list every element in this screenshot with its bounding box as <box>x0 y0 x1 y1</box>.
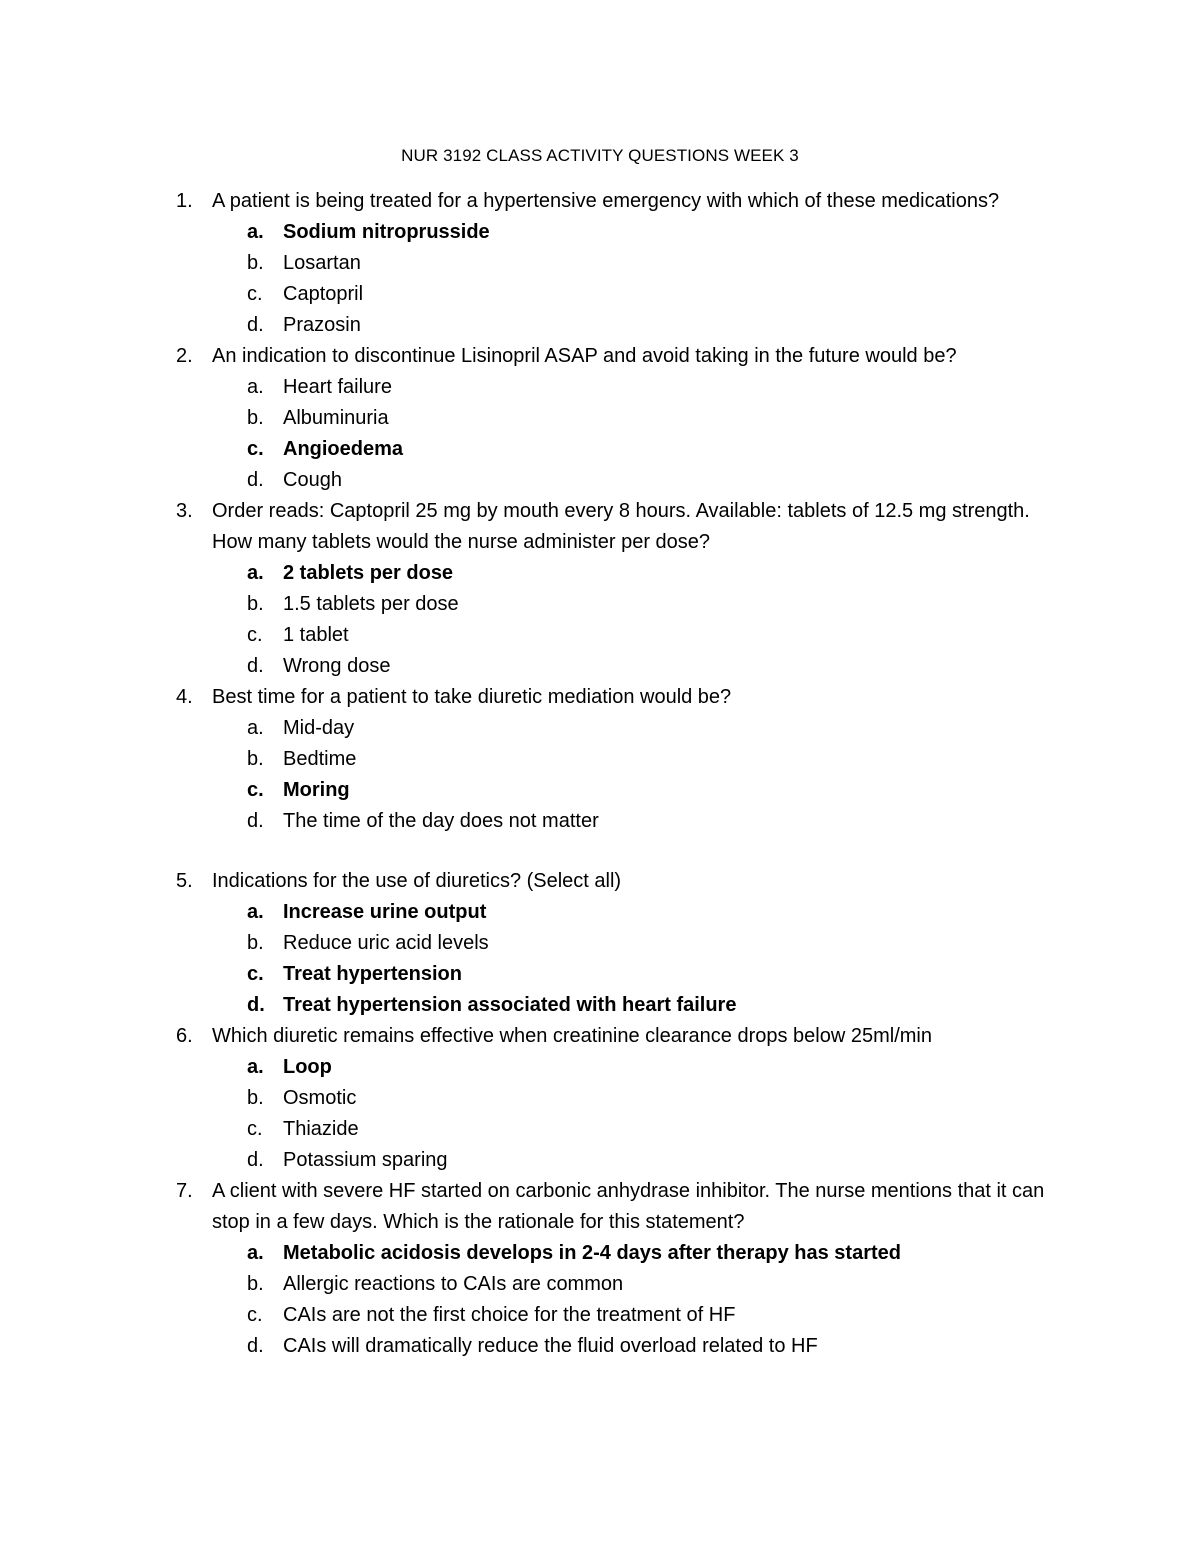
question-2 <box>0 341 1200 496</box>
option-b: b. Losartan <box>247 252 361 274</box>
question-text: Order reads: Captopril 25 mg by mouth every 8 hours. Available: tablets of 12.5 mg strength. How many tablets would the nurse administer per dose? <box>212 500 1030 553</box>
question-text: Which diuretic remains effective when creatinine clearance drops below 25ml/min <box>212 1025 932 1047</box>
question-number: 3. <box>176 500 193 522</box>
question-3 <box>0 496 1200 682</box>
question-text: An indication to discontinue Lisinopril ASAP and avoid taking in the future would be? <box>212 345 957 367</box>
question-6 <box>0 1021 1200 1176</box>
option-a: a. 2 tablets per dose <box>247 562 454 584</box>
question-number: 6. <box>176 1025 193 1047</box>
question-text: Best time for a patient to take diuretic mediation would be? <box>212 686 732 708</box>
option-list <box>0 558 1200 682</box>
option-c: c. Thiazide <box>247 1118 359 1140</box>
option-list <box>0 1052 1200 1176</box>
question-number: 5. <box>176 870 193 892</box>
option-list <box>0 372 1200 496</box>
option-a: a. Metabolic acidosis develops in 2-4 days after therapy has started <box>247 1242 901 1264</box>
option-b: b. Reduce uric acid levels <box>247 932 489 954</box>
question-7 <box>0 1176 1200 1362</box>
option-a: a. Sodium nitroprusside <box>247 221 490 243</box>
option-b: b. Osmotic <box>247 1087 357 1109</box>
option-c: c. Treat hypertension <box>247 963 462 985</box>
page-title: NUR 3192 CLASS ACTIVITY QUESTIONS WEEK 3 <box>401 146 799 165</box>
option-a: a. Heart failure <box>247 376 392 398</box>
option-d: d. Treat hypertension associated with heart failure <box>247 994 737 1016</box>
option-list <box>0 897 1200 1021</box>
question-1 <box>0 186 1200 341</box>
question-4 <box>0 682 1200 837</box>
option-c: c. Moring <box>247 779 350 801</box>
question-list <box>0 186 1200 1362</box>
question-5 <box>0 866 1200 1021</box>
option-list <box>0 713 1200 837</box>
option-d: d. Wrong dose <box>247 655 391 677</box>
option-b: b. Bedtime <box>247 748 357 770</box>
option-d: d. Prazosin <box>247 314 361 336</box>
option-d: d. CAIs will dramatically reduce the fluid overload related to HF <box>247 1335 818 1357</box>
question-text: A client with severe HF started on carbonic anhydrase inhibitor. The nurse mentions that it can stop in a few days. Which is the rationale for this statement? <box>212 1180 1045 1233</box>
question-text: Indications for the use of diuretics? (Select all) <box>212 870 622 892</box>
option-c: c. CAIs are not the first choice for the treatment of HF <box>247 1304 736 1326</box>
option-a: a. Mid-day <box>247 717 355 739</box>
question-number: 7. <box>176 1180 193 1202</box>
option-c: c. 1 tablet <box>247 624 349 646</box>
option-b: b. Albuminuria <box>247 407 389 429</box>
option-c: c. Angioedema <box>247 438 404 460</box>
question-number: 4. <box>176 686 193 708</box>
option-a: a. Increase urine output <box>247 901 487 923</box>
option-b: b. 1.5 tablets per dose <box>247 593 459 615</box>
option-list <box>0 217 1200 341</box>
option-d: d. Cough <box>247 469 342 491</box>
option-c: c. Captopril <box>247 283 364 305</box>
question-number: 1. <box>176 190 193 212</box>
option-d: d. Potassium sparing <box>247 1149 448 1171</box>
option-b: b. Allergic reactions to CAIs are common <box>247 1273 624 1295</box>
option-list <box>0 1238 1200 1362</box>
option-d: d. The time of the day does not matter <box>247 810 599 832</box>
question-number: 2. <box>176 345 193 367</box>
question-text: A patient is being treated for a hypertensive emergency with which of these medications? <box>212 190 1000 212</box>
option-a: a. Loop <box>247 1056 332 1078</box>
